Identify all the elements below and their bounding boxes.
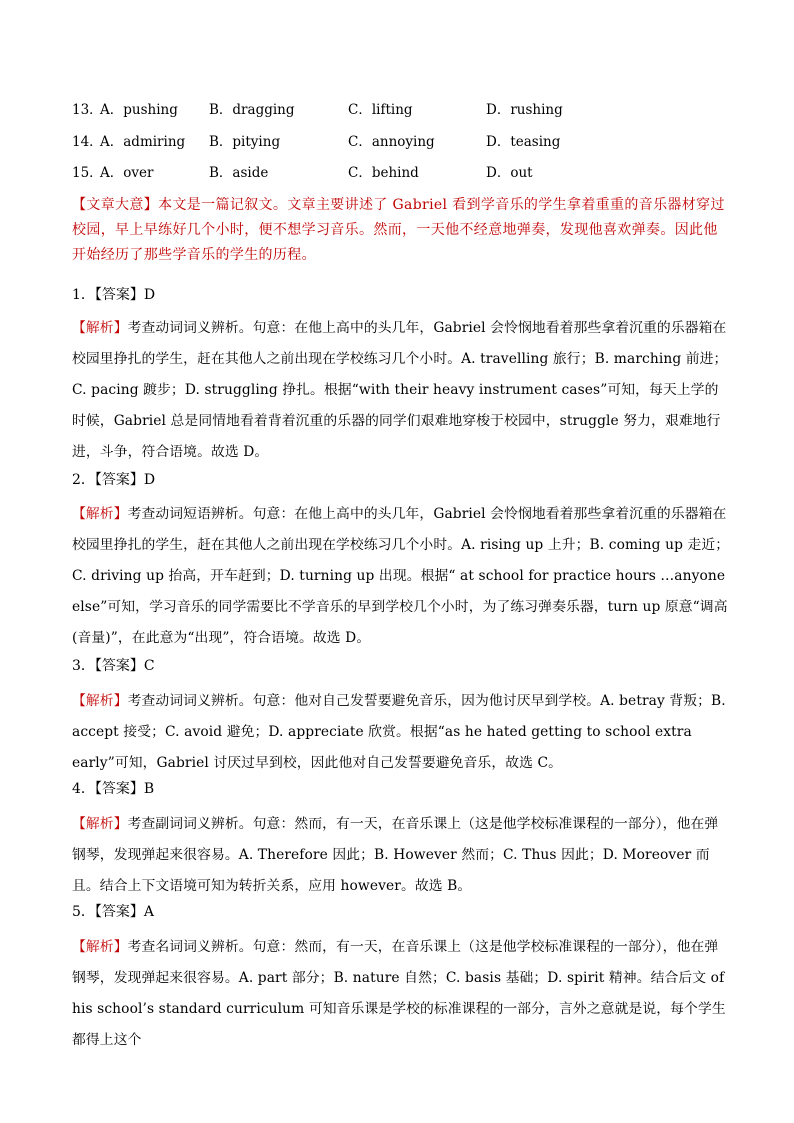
explanation-tag: 【解析】 [72,693,128,709]
article-summary [72,193,732,268]
explanation-text: 考查名词词义辨析。句意：然而，有一天，在音乐课上（这是他学校标准课程的一部分），他在弹钢琴，发现弹起来很容易。A. part 部分；B. nature 自然；C. basis 基础；D. spirit 精神。结合后文 of his school’s standard curriculum 可知音乐课是学校的标准课程的一部分，言外之意就是说，每个学生都得上这个 [72,939,726,1048]
answer-3-head: 3．【答案】C [72,658,155,674]
option-b: B．dragging [209,102,295,118]
summary-tag: 【文章大意】 [72,197,159,213]
option-b: B．pitying [209,134,281,150]
option-c: C．lifting [348,102,413,118]
summary-text: 本文是一篇记叙文。文章主要讲述了 Gabriel 看到学音乐的学生拿着重重的音乐器材穿过校园，早上早练好几个小时，便不想学习音乐。然而，一天他不经意地弹奏，发现他喜欢弹奏。因此他开始经历了那些学音乐的学生的历程。 [72,197,725,263]
explanation-text: 考查副词词义辨析。句意：然而，有一天，在音乐课上（这是他学校标准课程的一部分），他在弹钢琴，发现弹起来很容易。A. Therefore 因此；B. However 然而；C. Thus 因此；D. Moreover 而且。结合上下文语境可知为转折关系，应用 however。故选 B。 [72,816,719,894]
explanation-4 [72,809,732,902]
answer-4-head: 4．【答案】B [72,781,155,797]
explanation-text: 考查动词短语辨析。句意：在他上高中的头几年，Gabriel 会怜悯地看着那些拿着沉重的乐器箱在校园里挣扎的学生，赶在其他人之前出现在学校练习几个小时。A. rising up 上升；B. coming up 走近；C. driving up 抬高，开车赶到；D. turning up 出现。根据“ at school for practice hours …anyone else”可知，学习音乐的同学需要比不学音乐的早到学校几个小时，为了练习弹奏乐器，turn up 原意“调高(音量)”，在此意为“出现”，符合语境。故选 D。 [72,506,730,646]
explanation-text: 考查动词词义辨析。句意：在他上高中的头几年，Gabriel 会怜悯地看着那些拿着沉重的乐器箱在校园里挣扎的学生，赶在其他人之前出现在学校练习几个小时。A. travelling 旅行；B. marching 前进；C. pacing 踱步；D. struggling 挣扎。根据“with their heavy instrument cases”可知，每天上学的时候，Gabriel 总是同情地看着背着沉重的乐器的同学们艰难地穿梭于校园中，struggle 努力，艰难地行进，斗争，符合语境。故选 D。 [72,320,728,460]
explanation-2 [72,499,732,654]
explanation-tag: 【解析】 [72,939,128,955]
answer-5-head: 5．【答案】A [72,904,155,920]
option-a: A．admiring [100,134,186,150]
option-d: D．teasing [486,134,561,150]
explanation-tag: 【解析】 [72,320,128,336]
explanation-tag: 【解析】 [72,816,128,832]
option-b: B．aside [209,165,269,181]
answer-2-head: 2．【答案】D [72,472,156,488]
question-number: 14． [72,134,103,150]
option-d: D．rushing [486,102,563,118]
option-a: A．over [100,165,154,181]
explanation-tag: 【解析】 [72,506,128,522]
option-c: C．annoying [348,134,435,150]
explanation-text: 考查动词词义辨析。句意：他对自己发誓要避免音乐，因为他讨厌早到学校。A. betray 背叛；B. accept 接受；C. avoid 避免；D. appreciate 欣赏。根据“as he hated getting to school extra early”可知，Gabriel 讨厌过早到校，因此他对自己发誓要避免音乐，故选 C。 [72,693,726,771]
question-number: 15． [72,165,103,181]
option-a: A．pushing [100,102,178,118]
explanation-1 [72,313,732,468]
explanation-5 [72,932,732,1056]
option-c: C．behind [348,165,419,181]
option-d: D．out [486,165,533,181]
question-number: 13． [72,102,103,118]
answer-1-head: 1．【答案】D [72,287,156,303]
explanation-3 [72,686,732,779]
